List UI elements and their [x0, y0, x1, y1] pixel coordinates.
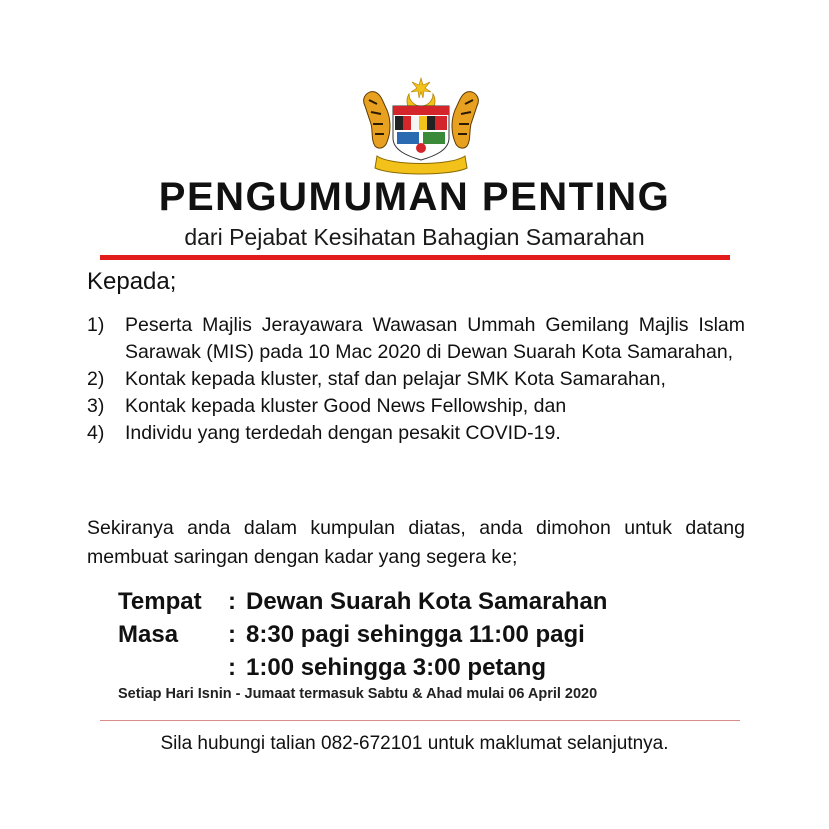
list-item-text: Individu yang terdedah dengan pesakit COVID-19. — [125, 422, 561, 444]
list-item-text: Peserta Majlis Jerayawara Wawasan Ummah Gemilang Majlis Islam Sarawak (MIS) pada 10 Mac 2020 di Dewan Suarah Kota Samarahan, — [125, 314, 745, 363]
time-separator-2: : — [228, 654, 236, 681]
time-value-afternoon: 1:00 sehingga 3:00 petang — [246, 654, 547, 681]
red-divider — [100, 255, 730, 260]
list-item-text: Kontak kepada kluster, staf dan pelajar SMK Kota Samarahan, — [125, 368, 666, 390]
days-note: Setiap Hari Isnin - Jumaat termasuk Sabtu & Ahad mulai 06 April 2020 — [118, 686, 598, 702]
recipient-label: Kepada; — [87, 268, 177, 295]
malaysia-coat-of-arms-icon — [357, 76, 485, 176]
list-item-number: 1) — [87, 314, 105, 336]
place-label: Tempat — [118, 588, 202, 615]
schedule-block — [118, 585, 607, 684]
list-item — [87, 312, 745, 366]
list-item-number: 2) — [87, 368, 105, 390]
time-label: Masa — [118, 621, 179, 648]
thin-divider — [100, 720, 740, 721]
recipient-list — [87, 312, 745, 447]
contact-line: Sila hubungi talian 082-672101 untuk maklumat selanjutnya. — [160, 733, 669, 754]
schedule-time-row-2 — [118, 651, 607, 684]
schedule-place-row — [118, 585, 607, 618]
time-value-morning: 8:30 pagi sehingga 11:00 pagi — [246, 621, 585, 648]
announcement-subtitle: dari Pejabat Kesihatan Bahagian Samarahan — [184, 224, 645, 250]
place-separator: : — [228, 588, 236, 615]
schedule-time-row — [118, 618, 607, 651]
list-item-number: 4) — [87, 422, 105, 444]
list-item — [87, 393, 745, 420]
list-item — [87, 420, 745, 447]
instruction-paragraph: Sekiranya anda dalam kumpulan diatas, anda dimohon untuk datang membuat saringan dengan kadar yang segera ke; — [87, 517, 745, 568]
list-item-text: Kontak kepada kluster Good News Fellowship, dan — [125, 395, 567, 417]
list-item — [87, 366, 745, 393]
time-separator: : — [228, 621, 236, 648]
place-value: Dewan Suarah Kota Samarahan — [246, 588, 608, 615]
list-item-number: 3) — [87, 395, 105, 417]
announcement-title: PENGUMUMAN PENTING — [158, 175, 671, 219]
